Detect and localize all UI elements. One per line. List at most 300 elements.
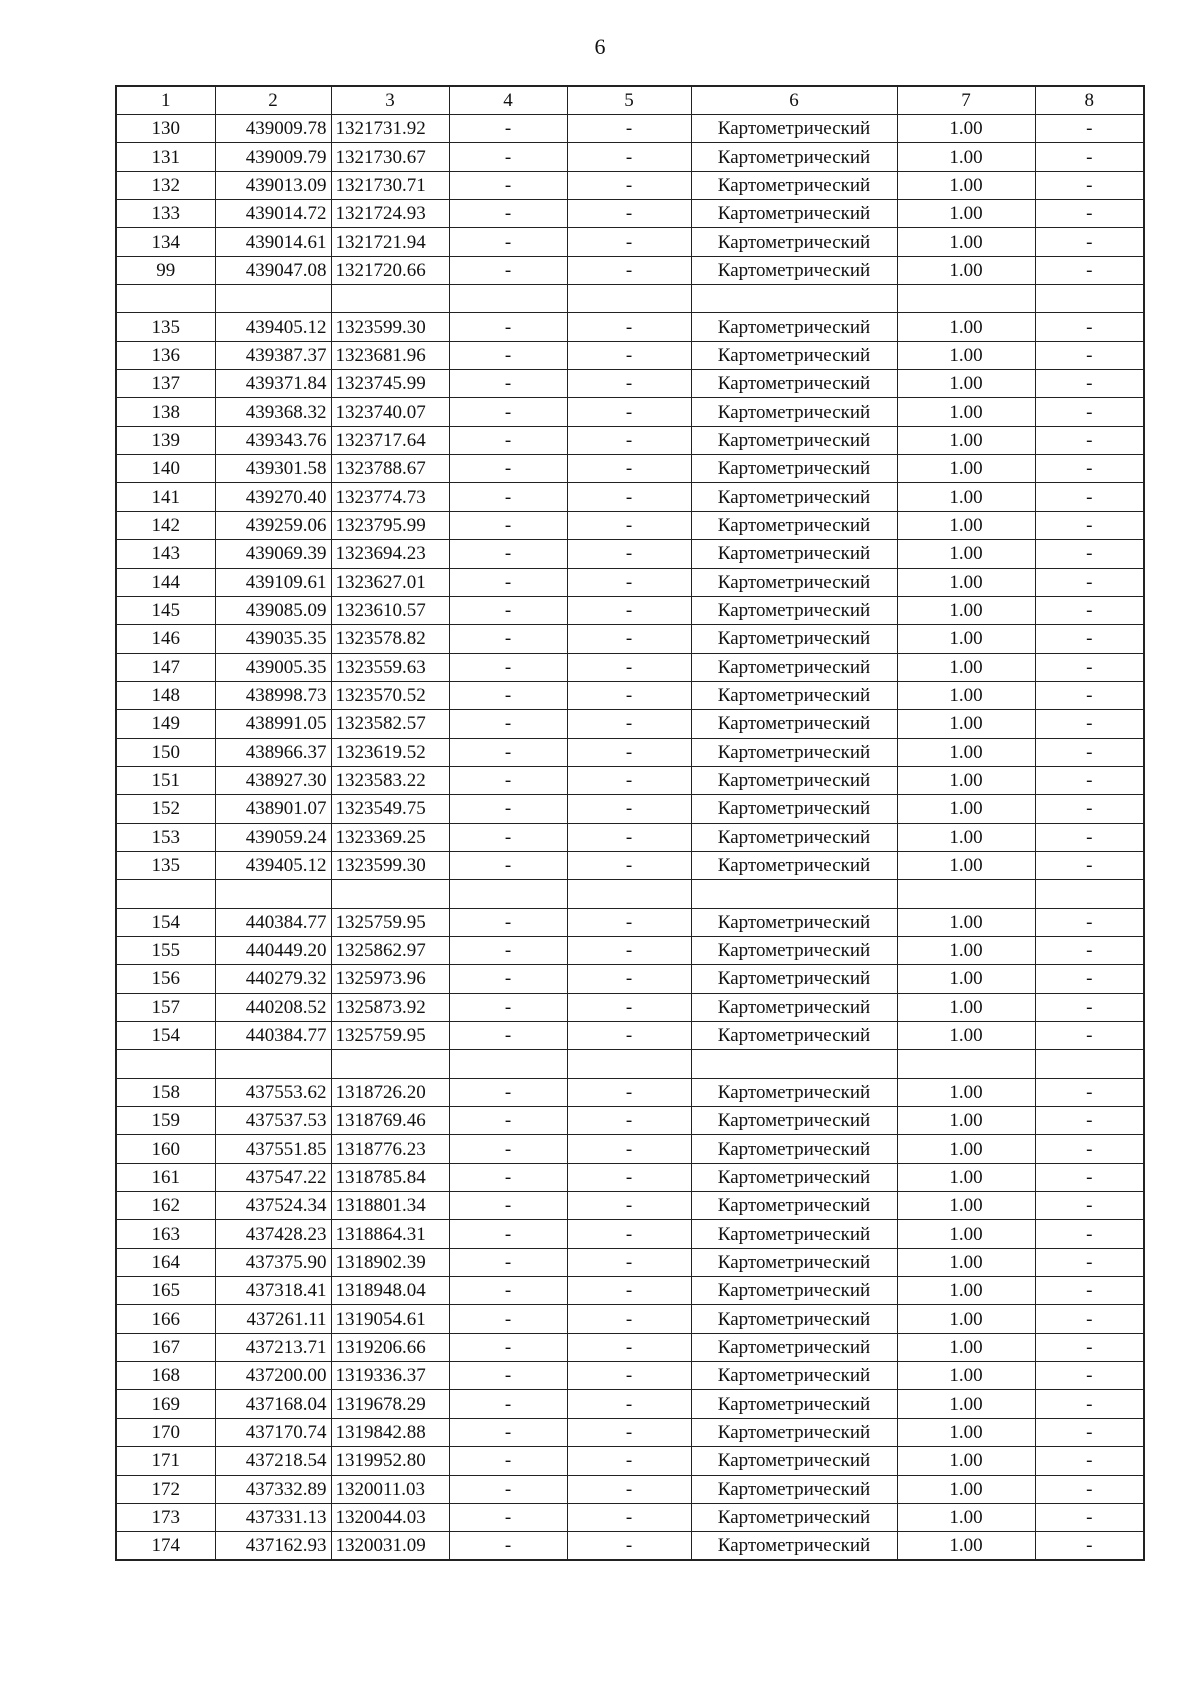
accuracy-cell: 1.00 bbox=[897, 681, 1035, 709]
point-number-cell: 162 bbox=[116, 1192, 215, 1220]
accuracy-cell: 1.00 bbox=[897, 625, 1035, 653]
table-row bbox=[116, 681, 1144, 709]
col-8-value-cell: - bbox=[1035, 370, 1144, 398]
point-number-cell: 172 bbox=[116, 1475, 215, 1503]
method-cell: Картометрический bbox=[691, 1362, 897, 1390]
col-8-value-cell: - bbox=[1035, 795, 1144, 823]
point-number-cell: 154 bbox=[116, 908, 215, 936]
col-4-value-cell: - bbox=[449, 1022, 567, 1050]
x-coordinate-cell: 437332.89 bbox=[215, 1475, 331, 1503]
col-4-value-cell: - bbox=[449, 1078, 567, 1106]
point-number-cell: 136 bbox=[116, 341, 215, 369]
y-coordinate-cell: 1319336.37 bbox=[331, 1362, 449, 1390]
x-coordinate-cell bbox=[215, 285, 331, 313]
table-row bbox=[116, 1532, 1144, 1561]
x-coordinate-cell: 439371.84 bbox=[215, 370, 331, 398]
col-8-value-cell: - bbox=[1035, 1192, 1144, 1220]
col-4-value-cell: - bbox=[449, 851, 567, 879]
y-coordinate-cell: 1321731.92 bbox=[331, 115, 449, 143]
point-number-cell: 137 bbox=[116, 370, 215, 398]
col-8-value-cell: - bbox=[1035, 171, 1144, 199]
accuracy-cell: 1.00 bbox=[897, 1475, 1035, 1503]
x-coordinate-cell: 440449.20 bbox=[215, 936, 331, 964]
x-coordinate-cell: 439014.61 bbox=[215, 228, 331, 256]
col-8-value-cell: - bbox=[1035, 851, 1144, 879]
page-number: 6 bbox=[594, 34, 606, 59]
table-row bbox=[116, 483, 1144, 511]
y-coordinate-cell: 1323627.01 bbox=[331, 568, 449, 596]
method-cell: Картометрический bbox=[691, 1163, 897, 1191]
point-number-cell: 138 bbox=[116, 398, 215, 426]
y-coordinate-cell: 1318726.20 bbox=[331, 1078, 449, 1106]
col-4-value-cell: - bbox=[449, 1418, 567, 1446]
col-5-value-cell: - bbox=[567, 1022, 691, 1050]
col-4-value-cell: - bbox=[449, 1390, 567, 1418]
method-cell: Картометрический bbox=[691, 1277, 897, 1305]
method-cell: Картометрический bbox=[691, 851, 897, 879]
x-coordinate-cell: 439387.37 bbox=[215, 341, 331, 369]
col-5-value-cell: - bbox=[567, 965, 691, 993]
y-coordinate-cell: 1323369.25 bbox=[331, 823, 449, 851]
x-coordinate-cell: 439405.12 bbox=[215, 851, 331, 879]
col-4-value-cell: - bbox=[449, 1447, 567, 1475]
accuracy-cell: 1.00 bbox=[897, 823, 1035, 851]
table-row bbox=[116, 540, 1144, 568]
col-5-value-cell: - bbox=[567, 1447, 691, 1475]
col-8-value-cell: - bbox=[1035, 993, 1144, 1021]
method-cell bbox=[691, 880, 897, 908]
method-cell: Картометрический bbox=[691, 568, 897, 596]
point-number-cell: 99 bbox=[116, 256, 215, 284]
col-5-value-cell: - bbox=[567, 823, 691, 851]
method-cell: Картометрический bbox=[691, 965, 897, 993]
col-4-value-cell: - bbox=[449, 341, 567, 369]
col-5-value-cell bbox=[567, 1050, 691, 1078]
col-4-value-cell: - bbox=[449, 625, 567, 653]
col-8-value-cell: - bbox=[1035, 1135, 1144, 1163]
y-coordinate-cell: 1321720.66 bbox=[331, 256, 449, 284]
accuracy-cell: 1.00 bbox=[897, 766, 1035, 794]
col-8-value-cell: - bbox=[1035, 1333, 1144, 1361]
accuracy-cell: 1.00 bbox=[897, 1135, 1035, 1163]
table-row bbox=[116, 766, 1144, 794]
method-cell: Картометрический bbox=[691, 1475, 897, 1503]
col-4-value-cell: - bbox=[449, 115, 567, 143]
col-8-value-cell bbox=[1035, 285, 1144, 313]
point-number-cell: 173 bbox=[116, 1503, 215, 1531]
method-cell: Картометрический bbox=[691, 1135, 897, 1163]
point-number-cell bbox=[116, 880, 215, 908]
col-4-value-cell: - bbox=[449, 1333, 567, 1361]
x-coordinate-cell: 438927.30 bbox=[215, 766, 331, 794]
col-8-value-cell: - bbox=[1035, 1532, 1144, 1561]
method-cell: Картометрический bbox=[691, 681, 897, 709]
y-coordinate-cell: 1323599.30 bbox=[331, 851, 449, 879]
point-number-cell: 165 bbox=[116, 1277, 215, 1305]
table-body bbox=[116, 115, 1144, 1561]
col-5-value-cell: - bbox=[567, 1390, 691, 1418]
col-4-value-cell: - bbox=[449, 936, 567, 964]
accuracy-cell: 1.00 bbox=[897, 1220, 1035, 1248]
y-coordinate-cell: 1323774.73 bbox=[331, 483, 449, 511]
accuracy-cell: 1.00 bbox=[897, 143, 1035, 171]
col-5-value-cell: - bbox=[567, 455, 691, 483]
y-coordinate-cell: 1323610.57 bbox=[331, 596, 449, 624]
table-row bbox=[116, 738, 1144, 766]
x-coordinate-cell: 439047.08 bbox=[215, 256, 331, 284]
point-number-cell: 152 bbox=[116, 795, 215, 823]
col-8-value-cell: - bbox=[1035, 1390, 1144, 1418]
x-coordinate-cell: 439368.32 bbox=[215, 398, 331, 426]
point-number-cell: 153 bbox=[116, 823, 215, 851]
table-row bbox=[116, 1475, 1144, 1503]
col-8-value-cell: - bbox=[1035, 936, 1144, 964]
method-cell: Картометрический bbox=[691, 823, 897, 851]
col-5-value-cell: - bbox=[567, 171, 691, 199]
y-coordinate-cell: 1318948.04 bbox=[331, 1277, 449, 1305]
y-coordinate-cell: 1323795.99 bbox=[331, 511, 449, 539]
col-8-value-cell: - bbox=[1035, 1078, 1144, 1106]
x-coordinate-cell: 439014.72 bbox=[215, 200, 331, 228]
col-5-value-cell: - bbox=[567, 483, 691, 511]
header-cell-6: 6 bbox=[691, 86, 897, 115]
y-coordinate-cell: 1323559.63 bbox=[331, 653, 449, 681]
table-row bbox=[116, 1220, 1144, 1248]
method-cell: Картометрический bbox=[691, 483, 897, 511]
table-header bbox=[116, 86, 1144, 115]
point-number-cell: 135 bbox=[116, 313, 215, 341]
x-coordinate-cell: 440384.77 bbox=[215, 1022, 331, 1050]
accuracy-cell: 1.00 bbox=[897, 710, 1035, 738]
y-coordinate-cell: 1320011.03 bbox=[331, 1475, 449, 1503]
point-number-cell: 143 bbox=[116, 540, 215, 568]
col-8-value-cell: - bbox=[1035, 908, 1144, 936]
col-4-value-cell: - bbox=[449, 483, 567, 511]
method-cell: Картометрический bbox=[691, 738, 897, 766]
col-5-value-cell: - bbox=[567, 228, 691, 256]
x-coordinate-cell: 440208.52 bbox=[215, 993, 331, 1021]
accuracy-cell: 1.00 bbox=[897, 370, 1035, 398]
col-8-value-cell: - bbox=[1035, 455, 1144, 483]
col-8-value-cell bbox=[1035, 880, 1144, 908]
x-coordinate-cell: 437524.34 bbox=[215, 1192, 331, 1220]
col-5-value-cell: - bbox=[567, 540, 691, 568]
method-cell bbox=[691, 285, 897, 313]
header-cell-7: 7 bbox=[897, 86, 1035, 115]
col-4-value-cell: - bbox=[449, 313, 567, 341]
y-coordinate-cell: 1323583.22 bbox=[331, 766, 449, 794]
y-coordinate-cell: 1319842.88 bbox=[331, 1418, 449, 1446]
col-4-value-cell bbox=[449, 1050, 567, 1078]
col-8-value-cell: - bbox=[1035, 568, 1144, 596]
header-cell-8: 8 bbox=[1035, 86, 1144, 115]
x-coordinate-cell: 437553.62 bbox=[215, 1078, 331, 1106]
col-5-value-cell: - bbox=[567, 795, 691, 823]
x-coordinate-cell: 438901.07 bbox=[215, 795, 331, 823]
y-coordinate-cell: 1325973.96 bbox=[331, 965, 449, 993]
method-cell: Картометрический bbox=[691, 1107, 897, 1135]
col-5-value-cell: - bbox=[567, 115, 691, 143]
x-coordinate-cell: 439259.06 bbox=[215, 511, 331, 539]
x-coordinate-cell: 437428.23 bbox=[215, 1220, 331, 1248]
col-4-value-cell: - bbox=[449, 766, 567, 794]
table-row bbox=[116, 710, 1144, 738]
accuracy-cell: 1.00 bbox=[897, 993, 1035, 1021]
table-row bbox=[116, 426, 1144, 454]
col-8-value-cell: - bbox=[1035, 115, 1144, 143]
col-5-value-cell: - bbox=[567, 936, 691, 964]
table-separator-row bbox=[116, 1050, 1144, 1078]
col-4-value-cell: - bbox=[449, 1305, 567, 1333]
col-4-value-cell: - bbox=[449, 1362, 567, 1390]
col-5-value-cell: - bbox=[567, 313, 691, 341]
col-8-value-cell: - bbox=[1035, 1022, 1144, 1050]
col-4-value-cell: - bbox=[449, 710, 567, 738]
col-4-value-cell: - bbox=[449, 1503, 567, 1531]
x-coordinate-cell: 437218.54 bbox=[215, 1447, 331, 1475]
col-8-value-cell: - bbox=[1035, 426, 1144, 454]
method-cell: Картометрический bbox=[691, 398, 897, 426]
x-coordinate-cell: 438966.37 bbox=[215, 738, 331, 766]
x-coordinate-cell: 439013.09 bbox=[215, 171, 331, 199]
col-4-value-cell: - bbox=[449, 596, 567, 624]
y-coordinate-cell: 1323740.07 bbox=[331, 398, 449, 426]
point-number-cell: 156 bbox=[116, 965, 215, 993]
method-cell: Картометрический bbox=[691, 596, 897, 624]
table-row bbox=[116, 625, 1144, 653]
x-coordinate-cell: 437551.85 bbox=[215, 1135, 331, 1163]
table-row bbox=[116, 143, 1144, 171]
accuracy-cell: 1.00 bbox=[897, 426, 1035, 454]
x-coordinate-cell: 439059.24 bbox=[215, 823, 331, 851]
y-coordinate-cell: 1318776.23 bbox=[331, 1135, 449, 1163]
point-number-cell: 150 bbox=[116, 738, 215, 766]
col-8-value-cell: - bbox=[1035, 1107, 1144, 1135]
col-5-value-cell: - bbox=[567, 1078, 691, 1106]
table-row bbox=[116, 228, 1144, 256]
col-5-value-cell bbox=[567, 880, 691, 908]
col-5-value-cell: - bbox=[567, 993, 691, 1021]
table-row bbox=[116, 313, 1144, 341]
col-4-value-cell: - bbox=[449, 200, 567, 228]
table-separator-row bbox=[116, 285, 1144, 313]
col-4-value-cell: - bbox=[449, 681, 567, 709]
point-number-cell: 146 bbox=[116, 625, 215, 653]
method-cell: Картометрический bbox=[691, 653, 897, 681]
accuracy-cell: 1.00 bbox=[897, 171, 1035, 199]
y-coordinate-cell: 1323681.96 bbox=[331, 341, 449, 369]
x-coordinate-cell: 437213.71 bbox=[215, 1333, 331, 1361]
table-row bbox=[116, 115, 1144, 143]
col-8-value-cell: - bbox=[1035, 228, 1144, 256]
point-number-cell: 160 bbox=[116, 1135, 215, 1163]
x-coordinate-cell: 437168.04 bbox=[215, 1390, 331, 1418]
accuracy-cell: 1.00 bbox=[897, 1333, 1035, 1361]
method-cell: Картометрический bbox=[691, 993, 897, 1021]
y-coordinate-cell: 1323582.57 bbox=[331, 710, 449, 738]
accuracy-cell: 1.00 bbox=[897, 1107, 1035, 1135]
accuracy-cell: 1.00 bbox=[897, 398, 1035, 426]
col-4-value-cell: - bbox=[449, 256, 567, 284]
table-row bbox=[116, 200, 1144, 228]
y-coordinate-cell: 1318785.84 bbox=[331, 1163, 449, 1191]
method-cell: Картометрический bbox=[691, 455, 897, 483]
header-cell-1: 1 bbox=[116, 86, 215, 115]
method-cell: Картометрический bbox=[691, 171, 897, 199]
col-5-value-cell: - bbox=[567, 710, 691, 738]
point-number-cell: 158 bbox=[116, 1078, 215, 1106]
col-5-value-cell: - bbox=[567, 1135, 691, 1163]
y-coordinate-cell: 1323788.67 bbox=[331, 455, 449, 483]
col-5-value-cell: - bbox=[567, 256, 691, 284]
col-4-value-cell: - bbox=[449, 1475, 567, 1503]
col-5-value-cell: - bbox=[567, 143, 691, 171]
col-5-value-cell: - bbox=[567, 370, 691, 398]
col-8-value-cell: - bbox=[1035, 511, 1144, 539]
accuracy-cell: 1.00 bbox=[897, 738, 1035, 766]
accuracy-cell: 1.00 bbox=[897, 936, 1035, 964]
col-5-value-cell: - bbox=[567, 1475, 691, 1503]
table-row bbox=[116, 1418, 1144, 1446]
point-number-cell: 142 bbox=[116, 511, 215, 539]
col-5-value-cell: - bbox=[567, 766, 691, 794]
x-coordinate-cell: 437537.53 bbox=[215, 1107, 331, 1135]
col-5-value-cell: - bbox=[567, 851, 691, 879]
accuracy-cell bbox=[897, 285, 1035, 313]
x-coordinate-cell: 437375.90 bbox=[215, 1248, 331, 1276]
method-cell: Картометрический bbox=[691, 710, 897, 738]
table-row bbox=[116, 1447, 1144, 1475]
col-4-value-cell: - bbox=[449, 1220, 567, 1248]
col-4-value-cell: - bbox=[449, 1248, 567, 1276]
accuracy-cell: 1.00 bbox=[897, 511, 1035, 539]
point-number-cell: 131 bbox=[116, 143, 215, 171]
col-4-value-cell: - bbox=[449, 738, 567, 766]
method-cell bbox=[691, 1050, 897, 1078]
col-8-value-cell: - bbox=[1035, 766, 1144, 794]
method-cell: Картометрический bbox=[691, 228, 897, 256]
accuracy-cell: 1.00 bbox=[897, 1362, 1035, 1390]
col-5-value-cell: - bbox=[567, 653, 691, 681]
method-cell: Картометрический bbox=[691, 1503, 897, 1531]
accuracy-cell bbox=[897, 1050, 1035, 1078]
col-4-value-cell: - bbox=[449, 540, 567, 568]
method-cell: Картометрический bbox=[691, 1220, 897, 1248]
point-number-cell: 163 bbox=[116, 1220, 215, 1248]
col-8-value-cell: - bbox=[1035, 823, 1144, 851]
y-coordinate-cell: 1321721.94 bbox=[331, 228, 449, 256]
col-5-value-cell: - bbox=[567, 596, 691, 624]
x-coordinate-cell: 439270.40 bbox=[215, 483, 331, 511]
accuracy-cell: 1.00 bbox=[897, 1163, 1035, 1191]
col-5-value-cell: - bbox=[567, 568, 691, 596]
col-4-value-cell bbox=[449, 880, 567, 908]
accuracy-cell: 1.00 bbox=[897, 341, 1035, 369]
col-4-value-cell: - bbox=[449, 1163, 567, 1191]
table-row bbox=[116, 1078, 1144, 1106]
x-coordinate-cell: 439069.39 bbox=[215, 540, 331, 568]
point-number-cell: 140 bbox=[116, 455, 215, 483]
col-5-value-cell: - bbox=[567, 1107, 691, 1135]
accuracy-cell: 1.00 bbox=[897, 200, 1035, 228]
col-5-value-cell: - bbox=[567, 908, 691, 936]
table-row bbox=[116, 341, 1144, 369]
col-4-value-cell: - bbox=[449, 228, 567, 256]
col-8-value-cell: - bbox=[1035, 1362, 1144, 1390]
x-coordinate-cell: 438998.73 bbox=[215, 681, 331, 709]
accuracy-cell: 1.00 bbox=[897, 1390, 1035, 1418]
x-coordinate-cell: 437547.22 bbox=[215, 1163, 331, 1191]
col-5-value-cell: - bbox=[567, 625, 691, 653]
x-coordinate-cell: 438991.05 bbox=[215, 710, 331, 738]
accuracy-cell: 1.00 bbox=[897, 313, 1035, 341]
point-number-cell: 151 bbox=[116, 766, 215, 794]
y-coordinate-cell: 1321724.93 bbox=[331, 200, 449, 228]
table-row bbox=[116, 398, 1144, 426]
method-cell: Картометрический bbox=[691, 1333, 897, 1361]
col-5-value-cell: - bbox=[567, 738, 691, 766]
col-8-value-cell: - bbox=[1035, 483, 1144, 511]
point-number-cell: 167 bbox=[116, 1333, 215, 1361]
col-5-value-cell: - bbox=[567, 341, 691, 369]
method-cell: Картометрический bbox=[691, 1022, 897, 1050]
y-coordinate-cell: 1319952.80 bbox=[331, 1447, 449, 1475]
col-4-value-cell: - bbox=[449, 568, 567, 596]
y-coordinate-cell: 1325862.97 bbox=[331, 936, 449, 964]
x-coordinate-cell: 437331.13 bbox=[215, 1503, 331, 1531]
method-cell: Картометрический bbox=[691, 1305, 897, 1333]
col-4-value-cell: - bbox=[449, 426, 567, 454]
table-row bbox=[116, 1277, 1144, 1305]
col-8-value-cell: - bbox=[1035, 341, 1144, 369]
table-row bbox=[116, 370, 1144, 398]
method-cell: Картометрический bbox=[691, 625, 897, 653]
accuracy-cell: 1.00 bbox=[897, 908, 1035, 936]
col-5-value-cell: - bbox=[567, 426, 691, 454]
table-row bbox=[116, 851, 1144, 879]
y-coordinate-cell: 1319054.61 bbox=[331, 1305, 449, 1333]
y-coordinate-cell: 1323717.64 bbox=[331, 426, 449, 454]
col-4-value-cell: - bbox=[449, 823, 567, 851]
point-number-cell: 166 bbox=[116, 1305, 215, 1333]
col-5-value-cell: - bbox=[567, 1362, 691, 1390]
col-8-value-cell: - bbox=[1035, 200, 1144, 228]
table-row bbox=[116, 256, 1144, 284]
method-cell: Картометрический bbox=[691, 511, 897, 539]
col-8-value-cell: - bbox=[1035, 398, 1144, 426]
accuracy-cell: 1.00 bbox=[897, 1248, 1035, 1276]
col-4-value-cell: - bbox=[449, 398, 567, 426]
accuracy-cell: 1.00 bbox=[897, 1192, 1035, 1220]
col-8-value-cell: - bbox=[1035, 710, 1144, 738]
col-8-value-cell: - bbox=[1035, 1248, 1144, 1276]
coordinates-table bbox=[115, 85, 1145, 1561]
y-coordinate-cell bbox=[331, 1050, 449, 1078]
method-cell: Картометрический bbox=[691, 115, 897, 143]
accuracy-cell bbox=[897, 880, 1035, 908]
y-coordinate-cell: 1319678.29 bbox=[331, 1390, 449, 1418]
y-coordinate-cell: 1318769.46 bbox=[331, 1107, 449, 1135]
point-number-cell: 135 bbox=[116, 851, 215, 879]
table-row bbox=[116, 795, 1144, 823]
point-number-cell: 161 bbox=[116, 1163, 215, 1191]
col-8-value-cell: - bbox=[1035, 1503, 1144, 1531]
y-coordinate-cell: 1325873.92 bbox=[331, 993, 449, 1021]
y-coordinate-cell bbox=[331, 285, 449, 313]
table-row bbox=[116, 455, 1144, 483]
x-coordinate-cell: 439009.78 bbox=[215, 115, 331, 143]
x-coordinate-cell: 437162.93 bbox=[215, 1532, 331, 1561]
